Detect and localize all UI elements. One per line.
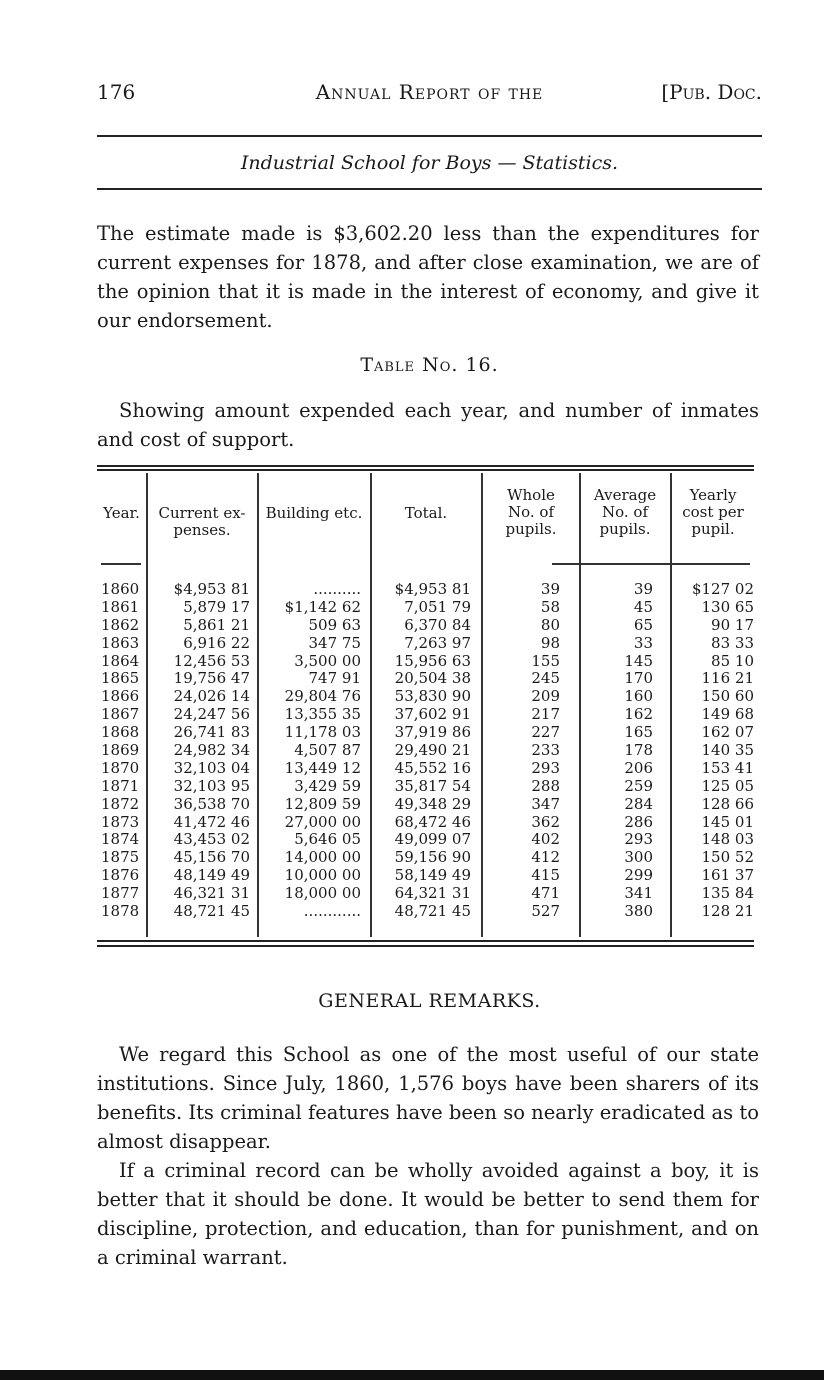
cell-building: ..........: [313, 580, 361, 598]
cell-average-pupils: 341: [624, 884, 653, 903]
cell-year: 1862: [101, 615, 140, 634]
table-row: [97, 688, 754, 706]
cell-building: 747 91: [308, 669, 361, 688]
cell-yearly-cost: 150 60: [701, 687, 754, 706]
table-row: [97, 724, 754, 742]
cell-whole-pupils: 288: [531, 776, 560, 795]
cell-current-expenses: 19,756 47: [173, 669, 250, 688]
cell-current-expenses: 12,456 53: [173, 651, 250, 670]
cell-building: 13,355 35: [284, 705, 361, 724]
cell-yearly-cost: 125 05: [701, 776, 754, 795]
cell-yearly-cost: 140 35: [701, 741, 754, 760]
header-rule-bottom: [97, 188, 762, 190]
cell-yearly-cost: 149 68: [701, 705, 754, 724]
header-whole-pupils: Whole No. of pupils.: [505, 486, 557, 538]
cell-average-pupils: 286: [624, 812, 653, 831]
cell-whole-pupils: 217: [531, 705, 560, 724]
cell-year: 1877: [101, 884, 140, 903]
cell-whole-pupils: 155: [531, 651, 560, 670]
cell-total: 49,348 29: [394, 794, 471, 813]
cell-building: 3,500 00: [294, 651, 361, 670]
cell-average-pupils: 45: [633, 597, 653, 616]
intro-paragraph: The estimate made is $3,602.20 less than the expenditures for current expenses for 1878, and after close examination, we are of the opinion that it is made in the interest of economy, and give it our endorsement.: [97, 222, 759, 332]
cell-building: 5,646 05: [294, 830, 361, 849]
running-title: Annual Report of the: [315, 80, 544, 104]
cell-yearly-cost: 130 65: [701, 597, 754, 616]
cell-whole-pupils: 39: [540, 580, 560, 598]
cell-average-pupils: 178: [624, 741, 653, 760]
cell-year: 1878: [101, 902, 140, 921]
cell-average-pupils: 165: [624, 723, 653, 742]
table-rule-bottom-2: [97, 945, 754, 947]
cell-total: 68,472 46: [394, 812, 471, 831]
header-year: Year.: [103, 504, 140, 522]
table-row: [97, 617, 754, 635]
cell-whole-pupils: 415: [531, 866, 560, 885]
cell-whole-pupils: 227: [531, 723, 560, 742]
table-row: [97, 581, 754, 599]
cell-year: 1866: [101, 687, 140, 706]
table-row: [97, 670, 754, 688]
cell-year: 1875: [101, 848, 140, 867]
cell-total: 20,504 38: [394, 669, 471, 688]
cell-average-pupils: 170: [624, 669, 653, 688]
cell-year: 1865: [101, 669, 140, 688]
cell-building: ............: [303, 902, 361, 921]
cell-current-expenses: 46,321 31: [173, 884, 250, 903]
cell-average-pupils: 259: [624, 776, 653, 795]
cell-yearly-cost: 90 17: [711, 615, 754, 634]
cell-yearly-cost: 162 07: [701, 723, 754, 742]
cell-total: 7,263 97: [404, 633, 471, 652]
cell-total: 58,149 49: [394, 866, 471, 885]
cell-current-expenses: 6,916 22: [183, 633, 250, 652]
cell-current-expenses: 24,247 56: [173, 705, 250, 724]
cell-whole-pupils: 245: [531, 669, 560, 688]
cell-current-expenses: 36,538 70: [173, 794, 250, 813]
remarks-paragraph-2: If a criminal record can be wholly avoided against a boy, it is better that it should be done. It would be better to send them for discipline, protection, and education, than for punishment, and on a criminal warrant.: [97, 1159, 759, 1269]
cell-year: 1860: [101, 580, 140, 598]
cell-whole-pupils: 80: [540, 615, 560, 634]
table-row: [97, 831, 754, 849]
table-row: [97, 778, 754, 796]
table-caption: Showing amount expended each year, and number of inmates and cost of support.: [97, 399, 759, 451]
cell-building: 347 75: [308, 633, 361, 652]
cell-current-expenses: 45,156 70: [173, 848, 250, 867]
cell-yearly-cost: 148 03: [701, 830, 754, 849]
table-body: [97, 581, 754, 921]
cell-total: 15,956 63: [394, 651, 471, 670]
cell-yearly-cost: 153 41: [701, 758, 754, 777]
cell-total: 49,099 07: [394, 830, 471, 849]
cell-yearly-cost: $127 02: [691, 580, 754, 598]
cell-yearly-cost: 128 66: [701, 794, 754, 813]
cell-building: 29,804 76: [284, 687, 361, 706]
cell-average-pupils: 145: [624, 651, 653, 670]
cell-year: 1873: [101, 812, 140, 831]
cell-total: 64,321 31: [394, 884, 471, 903]
cell-whole-pupils: 402: [531, 830, 560, 849]
cell-total: $4,953 81: [394, 580, 471, 598]
cell-average-pupils: 65: [633, 615, 653, 634]
header-average-pupils: Average No. of pupils.: [593, 486, 657, 538]
cell-current-expenses: 43,453 02: [173, 830, 250, 849]
cell-year: 1871: [101, 776, 140, 795]
cell-yearly-cost: 150 52: [701, 848, 754, 867]
cell-year: 1864: [101, 651, 140, 670]
statistics-table: [97, 465, 754, 949]
cell-total: 6,370 84: [404, 615, 471, 634]
cell-yearly-cost: 161 37: [701, 866, 754, 885]
cell-whole-pupils: 471: [531, 884, 560, 903]
cell-building: 4,507 87: [294, 741, 361, 760]
cell-current-expenses: 48,149 49: [173, 866, 250, 885]
cell-average-pupils: 206: [624, 758, 653, 777]
cell-total: 53,830 90: [394, 687, 471, 706]
cell-yearly-cost: 85 10: [711, 651, 754, 670]
cell-whole-pupils: 233: [531, 741, 560, 760]
table-row: [97, 903, 754, 921]
cell-current-expenses: 5,879 17: [183, 597, 250, 616]
remarks-paragraph-1: We regard this School as one of the most useful of our state institutions. Since July, 1860, 1,576 boys have been sharers of its benefits. Its criminal features have been so nearly eradicated as to almost disappear.: [97, 1043, 759, 1153]
cell-total: 29,490 21: [394, 741, 471, 760]
cell-whole-pupils: 293: [531, 758, 560, 777]
cell-building: $1,142 62: [284, 597, 361, 616]
cell-average-pupils: 380: [624, 902, 653, 921]
cell-average-pupils: 293: [624, 830, 653, 849]
cell-year: 1872: [101, 794, 140, 813]
table-row: [97, 814, 754, 832]
cell-building: 12,809 59: [284, 794, 361, 813]
table-row: [97, 849, 754, 867]
cell-year: 1870: [101, 758, 140, 777]
table-row: [97, 706, 754, 724]
page-number: 176: [97, 80, 136, 104]
cell-average-pupils: 300: [624, 848, 653, 867]
cell-total: 59,156 90: [394, 848, 471, 867]
cell-average-pupils: 299: [624, 866, 653, 885]
cell-current-expenses: 48,721 45: [173, 902, 250, 921]
table-row: [97, 635, 754, 653]
cell-building: 3,429 59: [294, 776, 361, 795]
cell-current-expenses: 26,741 83: [173, 723, 250, 742]
cell-total: 45,552 16: [394, 758, 471, 777]
table-rule-bottom-1: [97, 940, 754, 942]
header-total: Total.: [404, 504, 448, 522]
cell-building: 509 63: [308, 615, 361, 634]
header-yearly-cost: Yearly cost per pupil.: [682, 486, 744, 538]
cell-whole-pupils: 58: [540, 597, 560, 616]
cell-year: 1869: [101, 741, 140, 760]
table-rule-top-2: [97, 469, 754, 471]
cell-current-expenses: 41,472 46: [173, 812, 250, 831]
table-title: Table No. 16.: [360, 354, 499, 376]
section-subtitle: Industrial School for Boys — Statistics.: [240, 152, 619, 174]
header-current-expenses: Current ex- penses.: [158, 504, 246, 539]
cell-current-expenses: 5,861 21: [183, 615, 250, 634]
cell-building: 18,000 00: [284, 884, 361, 903]
cell-year: 1867: [101, 705, 140, 724]
cell-building: 14,000 00: [284, 848, 361, 867]
cell-whole-pupils: 98: [540, 633, 560, 652]
cell-yearly-cost: 135 84: [701, 884, 754, 903]
cell-average-pupils: 284: [624, 794, 653, 813]
cell-yearly-cost: 128 21: [701, 902, 754, 921]
table-row: [97, 867, 754, 885]
table-rule-top-1: [97, 465, 754, 467]
cell-whole-pupils: 362: [531, 812, 560, 831]
cell-average-pupils: 160: [624, 687, 653, 706]
table-row: [97, 653, 754, 671]
cell-total: 35,817 54: [394, 776, 471, 795]
cell-whole-pupils: 412: [531, 848, 560, 867]
header-building: Building etc.: [265, 504, 363, 522]
header-underline: [101, 563, 141, 565]
cell-building: 27,000 00: [284, 812, 361, 831]
cell-current-expenses: $4,953 81: [173, 580, 250, 598]
cell-building: 10,000 00: [284, 866, 361, 885]
table-row: [97, 796, 754, 814]
cell-year: 1863: [101, 633, 140, 652]
table-row: [97, 599, 754, 617]
table-row: [97, 760, 754, 778]
cell-year: 1876: [101, 866, 140, 885]
general-remarks-heading: GENERAL REMARKS.: [318, 990, 541, 1012]
running-header: [97, 80, 762, 110]
cell-building: 13,449 12: [284, 758, 361, 777]
cell-total: 37,919 86: [394, 723, 471, 742]
cell-average-pupils: 162: [624, 705, 653, 724]
cell-current-expenses: 32,103 95: [173, 776, 250, 795]
cell-whole-pupils: 347: [531, 794, 560, 813]
cell-average-pupils: 39: [633, 580, 653, 598]
cell-building: 11,178 03: [284, 723, 361, 742]
cell-total: 37,602 91: [394, 705, 471, 724]
scan-bottom-edge: [0, 1370, 824, 1380]
cell-yearly-cost: 83 33: [711, 633, 754, 652]
cell-year: 1868: [101, 723, 140, 742]
cell-total: 48,721 45: [394, 902, 471, 921]
table-row: [97, 885, 754, 903]
cell-year: 1874: [101, 830, 140, 849]
cell-current-expenses: 24,982 34: [173, 741, 250, 760]
cell-total: 7,051 79: [404, 597, 471, 616]
cell-yearly-cost: 145 01: [701, 812, 754, 831]
header-underline: [552, 563, 750, 565]
document-tag: [Pub. Doc.: [661, 80, 762, 104]
cell-year: 1861: [101, 597, 140, 616]
cell-average-pupils: 33: [633, 633, 653, 652]
cell-current-expenses: 32,103 04: [173, 758, 250, 777]
table-row: [97, 742, 754, 760]
cell-current-expenses: 24,026 14: [173, 687, 250, 706]
cell-whole-pupils: 527: [531, 902, 560, 921]
header-rule-top: [97, 135, 762, 137]
cell-yearly-cost: 116 21: [701, 669, 754, 688]
cell-whole-pupils: 209: [531, 687, 560, 706]
